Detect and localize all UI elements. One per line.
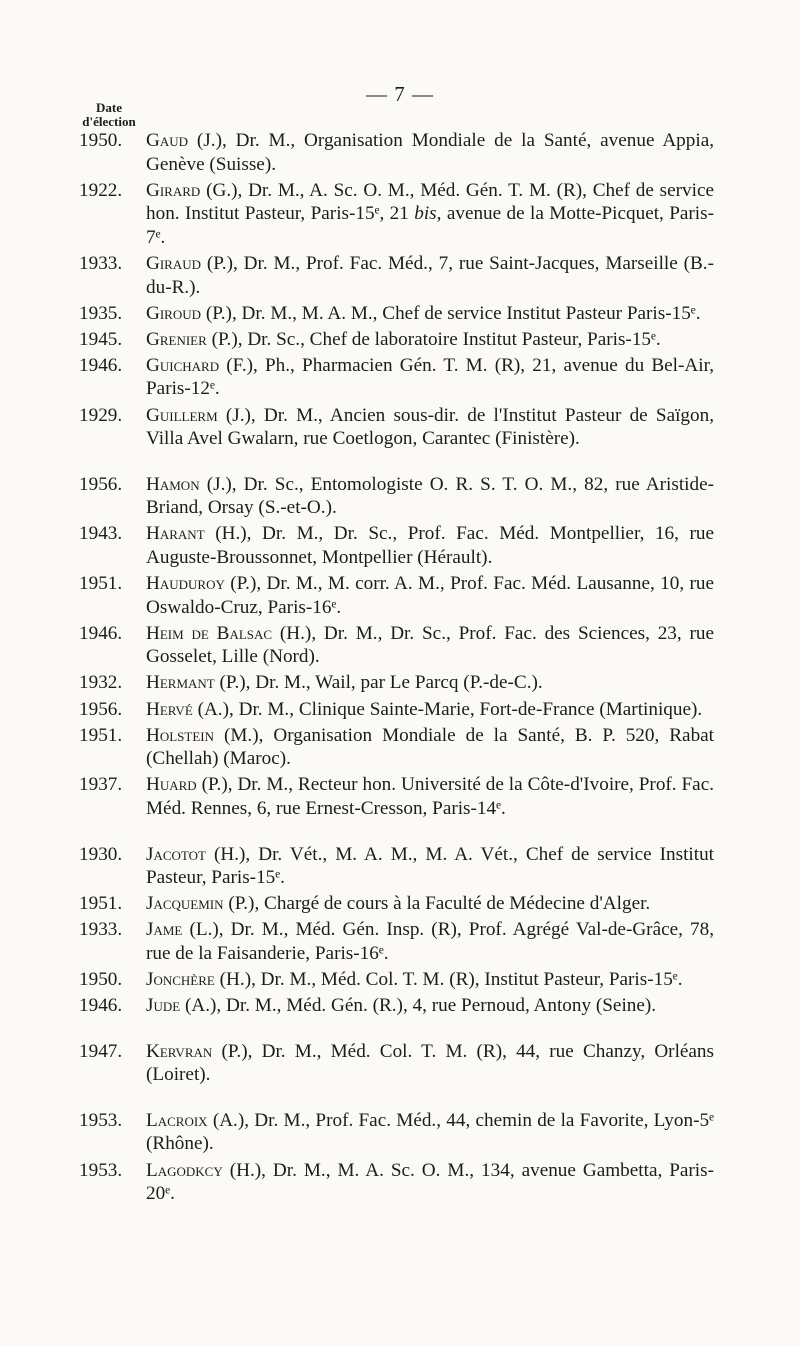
election-year: 1946. [79, 622, 123, 644]
member-name: Jame [146, 919, 183, 941]
election-year: 1956. [79, 698, 123, 720]
member-name: Kervran [146, 1040, 213, 1062]
election-year: 1951. [79, 724, 123, 746]
member-entry [0, 918, 800, 965]
member-details-italic: bis [414, 203, 437, 225]
election-year: 1922. [79, 179, 123, 201]
member-details: (J.), Dr. Sc., Entomologiste O. R. S. T. O. M., 82, rue Aristide-Briand, Orsay (S.-et-O.). [146, 473, 715, 519]
member-entry [0, 129, 800, 176]
member-details: (J.), Dr. M., Ancien sous-dir. de l'Institut Pasteur de Saïgon, Villa Avel Gwalarn, rue Coetlogon, Carantec (Finistère). [146, 404, 714, 450]
member-name: Jonchère [146, 969, 215, 990]
member-name: Guichard [146, 354, 220, 376]
member-entry [0, 1109, 800, 1156]
member-name: Grenier [146, 328, 207, 350]
member-details: (H.), Dr. Vét., M. A. M., M. A. Vét., Chef de service Institut Pasteur, Paris-15ᵉ. [146, 843, 715, 889]
member-entry [0, 671, 800, 695]
member-entry [0, 252, 800, 299]
member-details: (H.), Dr. M., Méd. Col. T. M. (R), Institut Pasteur, Paris-15ᵉ. [219, 969, 683, 990]
member-details: (P.), Dr. M., Wail, par Le Parcq (P.-de-C.). [219, 672, 543, 694]
election-year: 1950. [79, 969, 123, 990]
member-entry [0, 724, 800, 771]
member-details: (L.), Dr. M., Méd. Gén. Insp. (R), Prof. Agrégé Val-de-Grâce, 78, rue de la Faisanderie, Paris-16ᵉ. [146, 919, 714, 964]
election-year: 1953. [79, 1109, 123, 1131]
member-name: Hermant [146, 672, 215, 694]
member-entry [0, 572, 800, 619]
member-name: Hervé [146, 698, 193, 720]
member-entry [0, 968, 800, 992]
member-entry [0, 892, 800, 916]
member-name: Hauduroy [146, 573, 225, 595]
member-entry [0, 404, 800, 451]
member-name: Girard [146, 179, 201, 201]
member-entry [0, 698, 800, 722]
member-name: Harant [146, 523, 205, 545]
election-year: 1935. [79, 302, 123, 324]
election-year: 1933. [79, 919, 123, 941]
member-name: Guillerm [146, 404, 218, 426]
member-entry [0, 302, 800, 326]
member-entry [0, 1159, 800, 1206]
member-entry [0, 179, 800, 250]
date-column-header [72, 101, 146, 129]
member-details: (A.), Dr. M., Clinique Sainte-Marie, Fort-de-France (Martinique). [197, 698, 703, 720]
member-details: (H.), Dr. M., Dr. Sc., Prof. Fac. des Sciences, 23, rue Gosselet, Lille (Nord). [146, 622, 715, 668]
member-details: (P.), Dr. M., Recteur hon. Université de la Côte-d'Ivoire, Prof. Fac. Méd. Rennes, 6, rue Ernest-Cresson, Paris-14ᵉ. [146, 774, 715, 819]
election-year: 1946. [79, 995, 123, 1017]
election-year: 1945. [79, 328, 123, 350]
member-details: (H.), Dr. M., M. A. Sc. O. M., 134, avenue Gambetta, Paris-20ᵉ. [146, 1159, 714, 1205]
member-details: (G.), Dr. M., A. Sc. O. M., Méd. Gén. T. M. (R), Chef de service hon. Institut Pasteur, Paris-15ᵉ, 21 [146, 179, 714, 225]
election-year: 1951. [79, 893, 123, 915]
member-details: (P.), Chargé de cours à la Faculté de Médecine d'Alger. [228, 893, 651, 915]
member-entry [0, 473, 800, 520]
date-header-line1: Date [96, 100, 122, 115]
election-year: 1947. [79, 1040, 123, 1062]
member-name: Huard [146, 774, 197, 796]
member-details: (P.), Dr. M., Prof. Fac. Méd., 7, rue Saint-Jacques, Marseille (B.-du-R.). [146, 252, 714, 298]
member-details: (P.), Dr. M., M. A. M., Chef de service Institut Pasteur Paris-15ᵉ. [205, 302, 701, 324]
member-details: (A.), Dr. M., Prof. Fac. Méd., 44, chemin de la Favorite, Lyon-5ᵉ (Rhône). [146, 1109, 714, 1155]
election-year: 1953. [79, 1159, 123, 1181]
member-name: Jude [146, 995, 181, 1017]
election-year: 1956. [79, 473, 123, 495]
member-name: Lagodkcy [146, 1159, 223, 1181]
member-details: (J.), Dr. M., Organisation Mondiale de la Santé, avenue Appia, Genève (Suisse). [146, 130, 715, 175]
member-details: (P.), Dr. M., Méd. Col. T. M. (R), 44, rue Chanzy, Orléans (Loiret). [146, 1040, 714, 1086]
member-entry [0, 773, 800, 820]
member-entry [0, 843, 800, 890]
member-name: Hamon [146, 473, 200, 495]
election-year: 1951. [79, 573, 123, 595]
election-year: 1932. [79, 672, 123, 694]
page-number: — 7 — [366, 82, 434, 106]
member-name: Heim de Balsac [146, 622, 273, 644]
member-details: (P.), Dr. Sc., Chef de laboratoire Institut Pasteur, Paris-15ᵉ. [211, 328, 661, 350]
election-year: 1930. [79, 843, 123, 865]
election-year: 1950. [79, 130, 123, 151]
member-name: Jacquemin [146, 893, 224, 915]
election-year: 1933. [79, 252, 123, 274]
member-name: Jacotot [146, 843, 206, 865]
member-details: (F.), Ph., Pharmacien Gén. T. M. (R), 21, avenue du Bel-Air, Paris-12ᵉ. [146, 354, 715, 400]
member-name: Holstein [146, 724, 215, 746]
member-name: Gaud [146, 130, 189, 151]
member-name: Giraud [146, 252, 202, 274]
member-entry [0, 522, 800, 569]
date-header-line2: d'élection [82, 114, 136, 129]
member-details: (M.), Organisation Mondiale de la Santé, B. P. 520, Rabat (Chellah) (Maroc). [146, 724, 715, 770]
member-entry [0, 354, 800, 401]
member-name: Giroud [146, 302, 202, 324]
member-entry [0, 328, 800, 352]
member-details: (H.), Dr. M., Dr. Sc., Prof. Fac. Méd. Montpellier, 16, rue Auguste-Broussonnet, Montpellier (Hérault). [146, 523, 714, 568]
member-details: (P.), Dr. M., M. corr. A. M., Prof. Fac. Méd. Lausanne, 10, rue Oswaldo-Cruz, Paris-16ᵉ. [146, 573, 714, 618]
member-details-continued: , avenue de la Motte-Picquet, Paris-7ᵉ. [146, 203, 714, 248]
election-year: 1937. [79, 774, 123, 796]
member-name: Lacroix [146, 1109, 208, 1131]
member-list [0, 129, 800, 1208]
member-entry [0, 622, 800, 669]
election-year: 1946. [79, 354, 123, 376]
member-entry [0, 1040, 800, 1087]
member-details: (A.), Dr. M., Méd. Gén. (R.), 4, rue Pernoud, Antony (Seine). [184, 995, 657, 1017]
election-year: 1929. [79, 404, 123, 426]
member-entry [0, 994, 800, 1018]
election-year: 1943. [79, 523, 123, 545]
